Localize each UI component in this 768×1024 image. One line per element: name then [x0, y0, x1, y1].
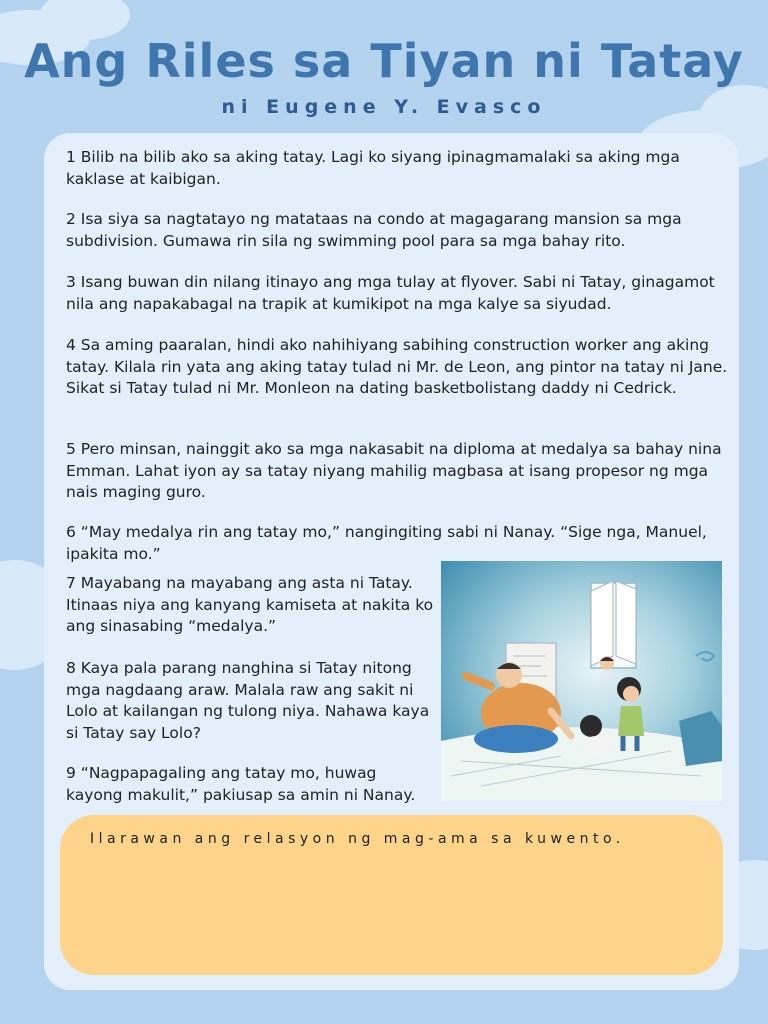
- story-paragraph: 8 Kaya pala parang nanghina si Tatay nitong mga nagdaang araw. Malala raw ang sakit ni Lolo at kailangan ng tulong niya. Nahawa kaya si Tatay say Lolo?: [66, 659, 430, 742]
- story-paragraph: 1 Bilib na bilib ako sa aking tatay. Lagi ko siyang ipinagmamalaki sa aking mga kaklase at kaibigan.: [66, 148, 680, 188]
- story-paragraph: 3 Isang buwan din nilang itinayo ang mga tulay at flyover. Sabi ni Tatay, ginagamot nila ang napakabagal na trapik at kumikipot na mga kalye sa siyudad.: [66, 273, 715, 313]
- activity-question: Ilarawan ang relasyon ng mag-ama sa kuwento.: [90, 831, 625, 847]
- page-title: Ang Riles sa Tiyan ni Tatay: [24, 34, 744, 88]
- story-paragraph: 4 Sa aming paaralan, hindi ako nahihiyang sabihing construction worker ang aking tatay. Kilala rin yata ang aking tatay tulad ni Mr. de Leon, ang pintor na tatay ni Jane. Sikat si Tatay tulad ni Mr. Monleon na dating basketbolistang daddy ni Cedrick.: [66, 336, 728, 397]
- story-paragraph: 6 “May medalya rin ang tatay mo,” nangingiting sabi ni Nanay. “Sige nga, Manuel, ipakita mo.”: [66, 523, 707, 563]
- story-paragraph: 9 “Nagpapagaling ang tatay mo, huwag kayong makulit,” pakiusap sa amin ni Nanay.: [66, 764, 416, 804]
- story-illustration: [441, 561, 722, 801]
- illustration-drawing: [441, 561, 722, 801]
- author-line: ni Eugene Y. Evasco: [221, 96, 547, 118]
- story-paragraph: 2 Isa siya sa nagtatayo ng matataas na condo at magagarang mansion sa mga subdivision. Gumawa rin sila ng swimming pool para sa mga bahay rito.: [66, 210, 682, 250]
- story-paragraph: 5 Pero minsan, nainggit ako sa mga nakasabit na diploma at medalya sa bahay nina Emman. Lahat iyon ay sa tatay niyang mahilig magbasa at isang propesor ng mga nais maging guro.: [66, 440, 722, 501]
- answer-box[interactable]: [60, 815, 723, 975]
- story-paragraph: 7 Mayabang na mayabang ang asta ni Tatay. Itinaas niya ang kanyang kamiseta at nakita ko ang sinasabing “medalya.”: [66, 574, 434, 635]
